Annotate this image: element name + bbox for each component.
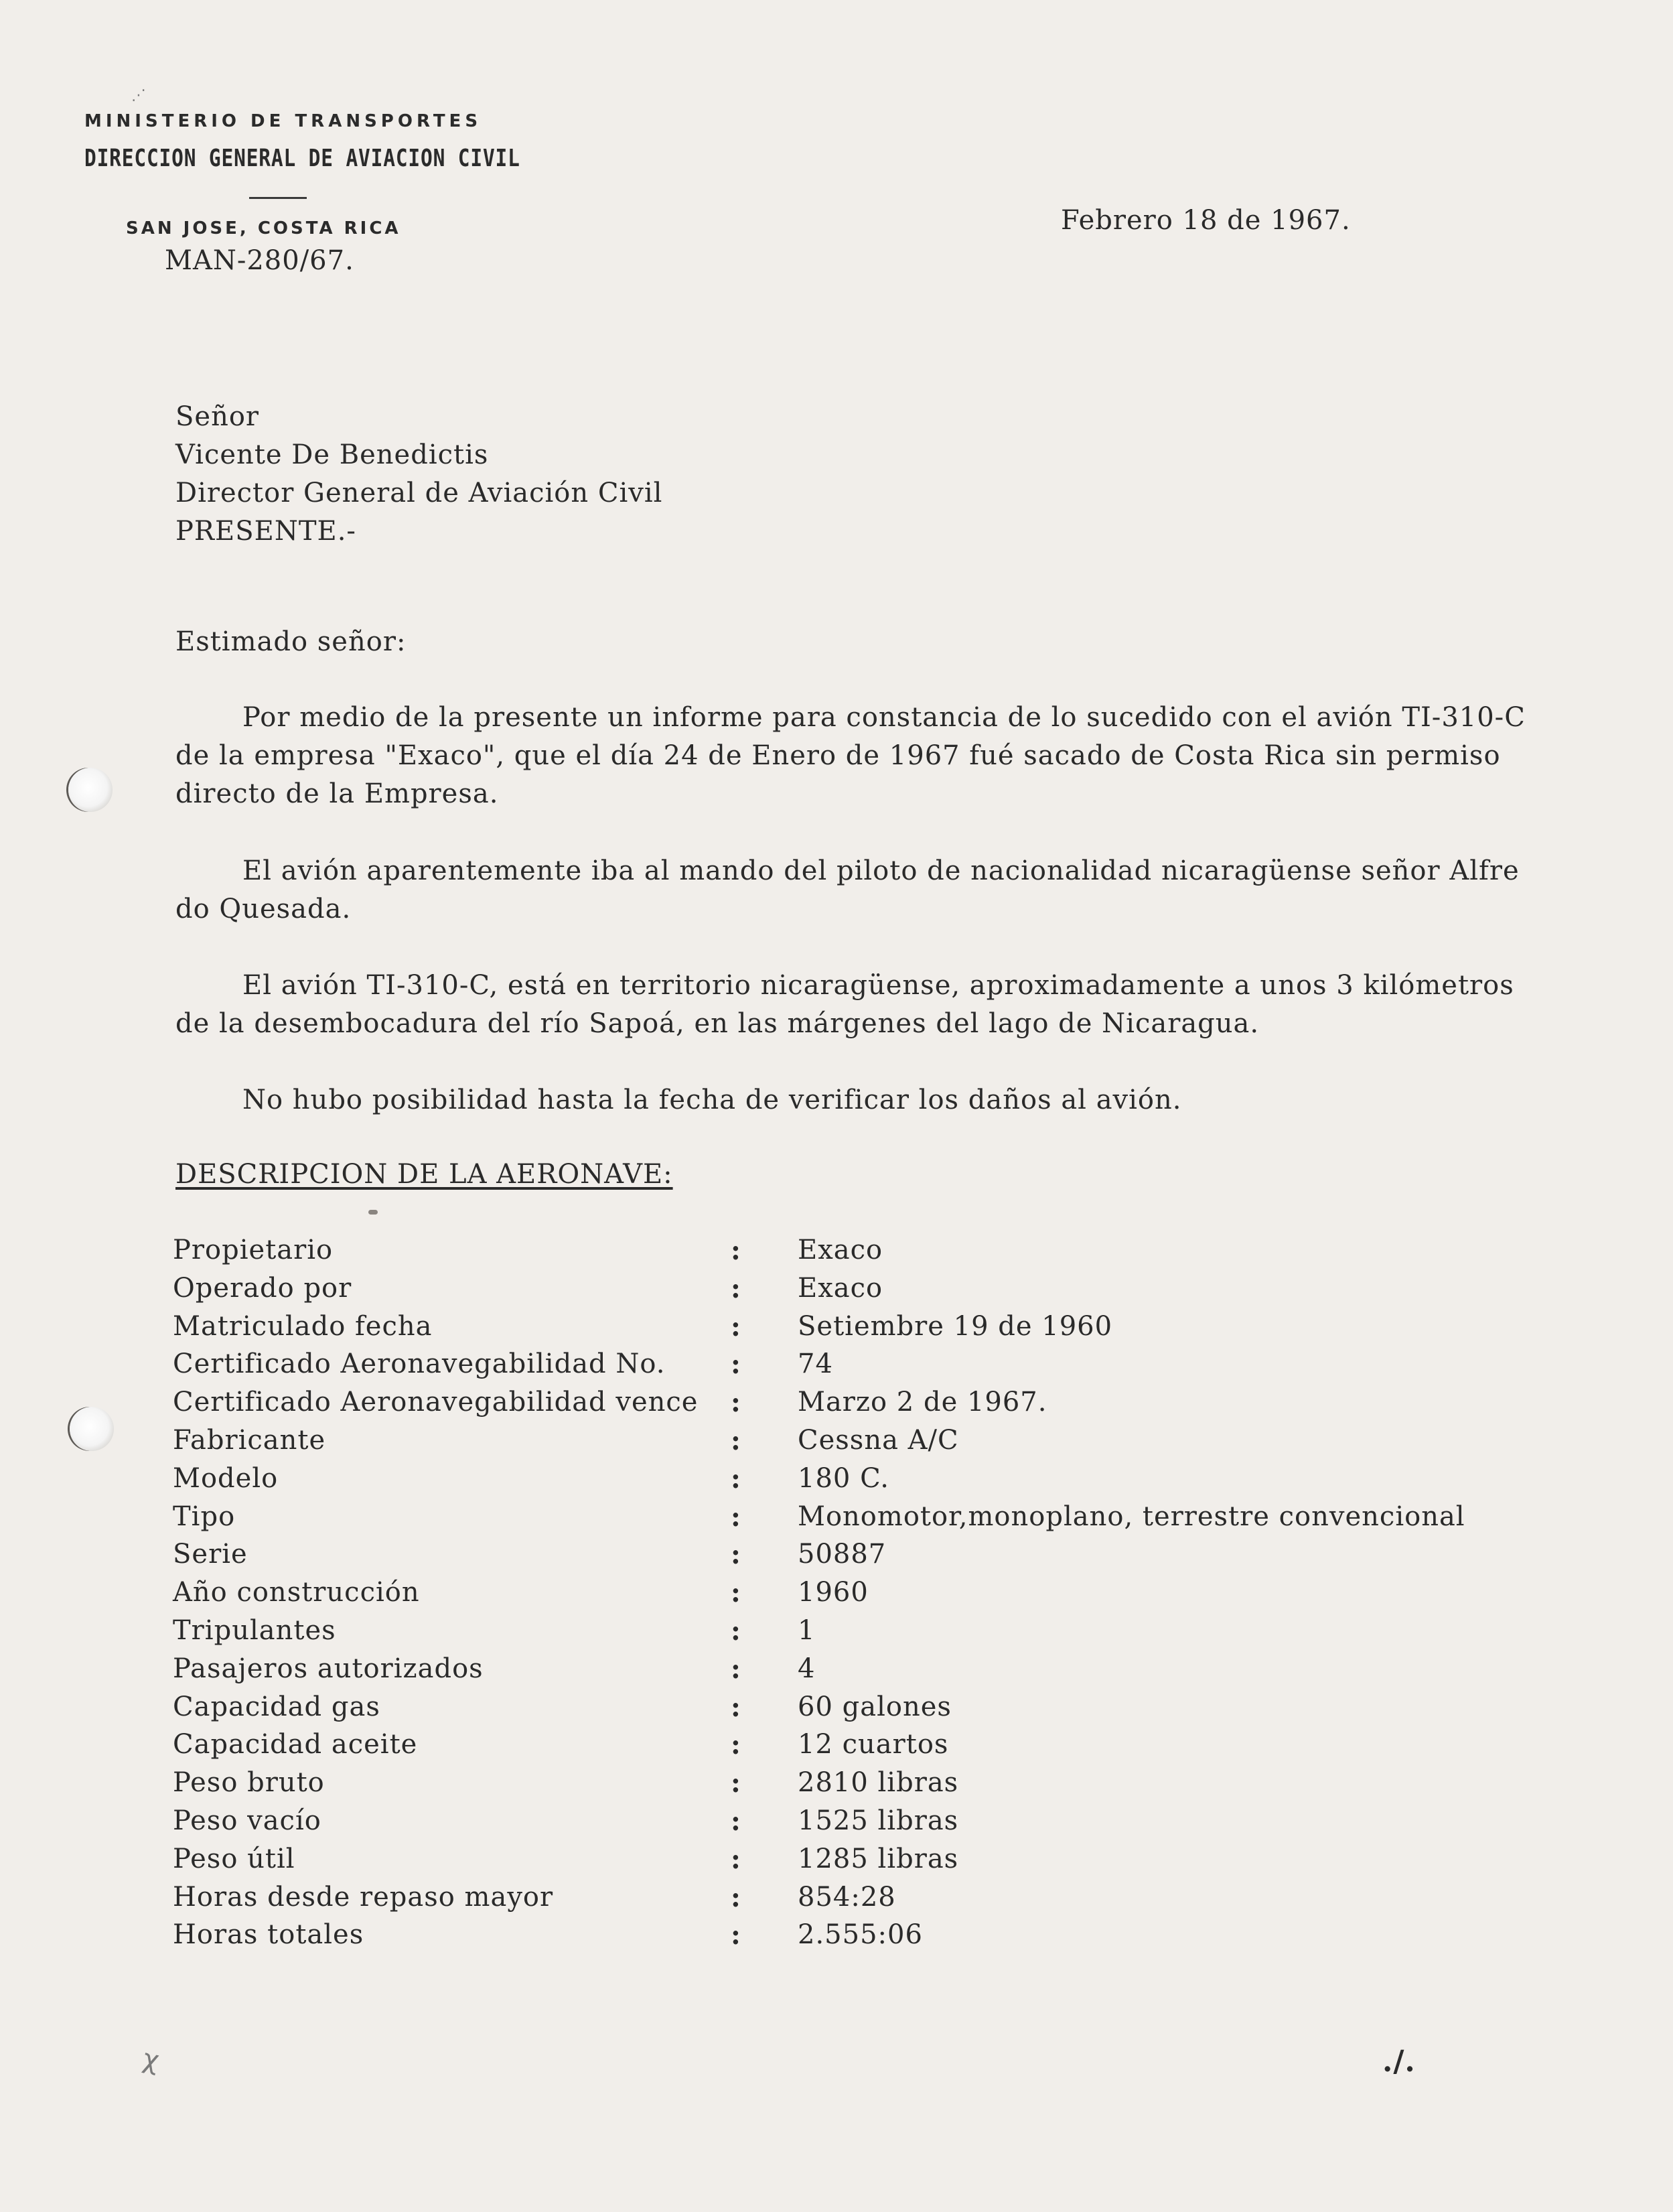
spec-value: Marzo 2 de 1967. [798, 1387, 1047, 1418]
paragraph-2 [175, 852, 1520, 928]
paragraph-line: de la desembocadura del río Sapoá, en las márgenes del lago de Nicaragua. [175, 1008, 1260, 1039]
spec-label: Peso vacío [173, 1805, 321, 1836]
letterhead-divider [249, 197, 307, 199]
spec-separator: : [731, 1539, 741, 1571]
spec-label: Fabricante [173, 1424, 326, 1456]
spec-label: Propietario [173, 1235, 334, 1265]
paragraph-line: El avión TI-310-C, está en territorio nicaragüense, aproximadamente a unos 3 kilómetros [242, 970, 1514, 1001]
spec-separator: : [731, 1653, 741, 1685]
letterhead-direction: DIRECCION GENERAL DE AVIACION CIVIL [84, 145, 520, 172]
spec-separator: : [731, 1919, 741, 1951]
paragraph-1 [175, 699, 1526, 813]
spec-value: 2810 libras [798, 1767, 959, 1799]
spec-label: Año construcción [173, 1577, 420, 1608]
letterhead-city: SAN JOSE, COSTA RICA [126, 218, 401, 238]
spec-label: Capacidad gas [173, 1691, 380, 1722]
spec-label: Horas desde repaso mayor [173, 1881, 554, 1913]
spec-separator: : [731, 1387, 741, 1419]
section-title: DESCRIPCION DE LA AERONAVE: [175, 1159, 673, 1190]
spec-value: 854:28 [798, 1881, 896, 1913]
spec-value: 74 [798, 1349, 833, 1380]
spec-value: Cessna A/C [798, 1424, 959, 1456]
punch-hole [68, 768, 113, 812]
addressee-position: Director General de Aviación Civil [175, 478, 663, 508]
paragraph-3 [175, 967, 1514, 1043]
spec-separator: : [731, 1881, 741, 1913]
spec-value: Exaco [798, 1235, 883, 1265]
spec-separator: : [731, 1577, 741, 1609]
spec-separator: : [731, 1843, 741, 1875]
paragraph-line: do Quesada. [175, 894, 352, 924]
spec-separator: : [731, 1272, 741, 1304]
spec-value: 180 C. [798, 1462, 889, 1494]
spec-value: 1 [798, 1614, 816, 1646]
spec-value: 1960 [798, 1577, 869, 1608]
ink-spot [368, 1210, 378, 1215]
spec-separator: : [731, 1691, 741, 1723]
paragraph-line: de la empresa "Exaco", que el día 24 de Enero de 1967 fué sacado de Costa Rica sin permiso [175, 740, 1501, 771]
pencil-mark: χ [140, 2043, 162, 2077]
paragraph-line: directo de la Empresa. [175, 778, 499, 809]
spec-value: Monomotor,monoplano, terrestre convencional [798, 1501, 1465, 1532]
letterhead-ministry: MINISTERIO DE TRANSPORTES [84, 111, 482, 131]
spec-value: 60 galones [798, 1691, 952, 1722]
addressee-name: Vicente De Benedictis [175, 439, 489, 470]
paragraph-line: El avión aparentemente iba al mando del piloto de nacionalidad nicaragüense señor Alfre [242, 855, 1520, 886]
continuation-mark: ./. [1382, 2045, 1416, 2079]
addressee-title: Señor [175, 401, 260, 432]
reference-number: MAN-280/67. [165, 245, 354, 276]
punch-hole [70, 1407, 114, 1451]
spec-label: Certificado Aeronavegabilidad No. [173, 1349, 666, 1380]
letter-date: Febrero 18 de 1967. [1061, 205, 1351, 236]
ink-mark: ⋰ [131, 87, 146, 104]
spec-label: Certificado Aeronavegabilidad vence [173, 1387, 699, 1418]
paragraph-4 [175, 1081, 1182, 1119]
spec-value: Setiembre 19 de 1960 [798, 1310, 1113, 1342]
spec-separator: : [731, 1424, 741, 1456]
spec-label: Serie [173, 1539, 248, 1570]
spec-separator: : [731, 1349, 741, 1381]
spec-separator: : [731, 1805, 741, 1837]
spec-label: Peso bruto [173, 1767, 325, 1799]
spec-label: Capacidad aceite [173, 1729, 418, 1760]
paragraph-line: No hubo posibilidad hasta la fecha de verificar los daños al avión. [242, 1085, 1182, 1115]
spec-label: Matriculado fecha [173, 1310, 433, 1342]
spec-value: 4 [798, 1653, 816, 1684]
paragraph-line: Por medio de la presente un informe para constancia de lo sucedido con el avión TI-310-C [242, 702, 1526, 733]
spec-separator: : [731, 1729, 741, 1761]
spec-value: 12 cuartos [798, 1729, 949, 1760]
spec-label: Peso útil [173, 1843, 295, 1874]
spec-label: Tipo [173, 1501, 236, 1532]
spec-value: 2.555:06 [798, 1919, 923, 1951]
spec-label: Horas totales [173, 1919, 364, 1951]
spec-separator: : [731, 1235, 741, 1266]
spec-label: Tripulantes [173, 1614, 336, 1646]
spec-value: 1525 libras [798, 1805, 959, 1836]
spec-label: Modelo [173, 1462, 279, 1494]
addressee-presente: PRESENTE.- [175, 516, 356, 547]
spec-value: Exaco [798, 1272, 883, 1304]
spec-separator: : [731, 1310, 741, 1342]
spec-separator: : [731, 1767, 741, 1799]
spec-value: 1285 libras [798, 1843, 959, 1874]
spec-label: Pasajeros autorizados [173, 1653, 484, 1684]
salutation: Estimado señor: [175, 626, 407, 657]
spec-separator: : [731, 1614, 741, 1647]
spec-label: Operado por [173, 1272, 352, 1304]
spec-separator: : [731, 1462, 741, 1495]
spec-value: 50887 [798, 1539, 887, 1570]
addressee-block [175, 398, 662, 551]
spec-separator: : [731, 1501, 741, 1533]
